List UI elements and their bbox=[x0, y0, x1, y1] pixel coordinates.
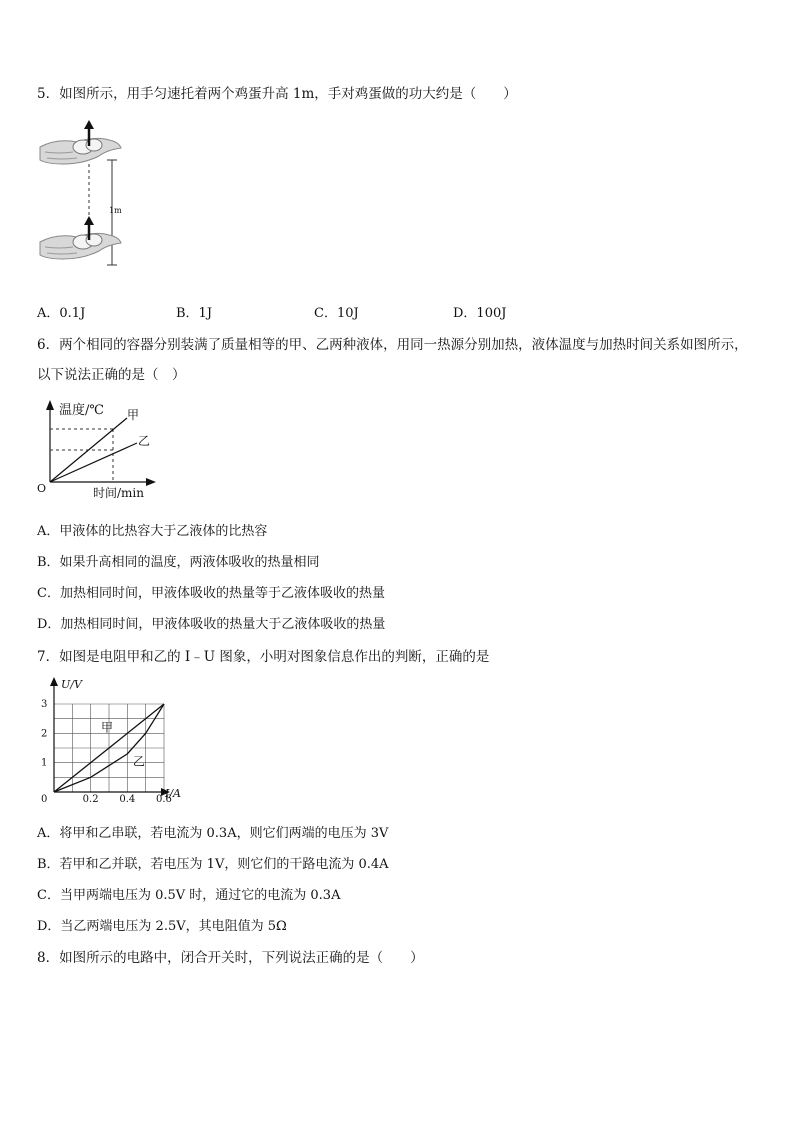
y-tick-label: 2 bbox=[41, 728, 48, 740]
series-label-yi: 乙 bbox=[132, 754, 145, 769]
q6-option-d[interactable]: D．加热相同时间，甲液体吸收的热量大于乙液体吸收的热量 bbox=[37, 617, 386, 632]
question-6-stem-line1: 6．两个相同的容器分别装满了质量相等的甲、乙两种液体，用同一热源分别加热，液体温度与加热时间关系如图所示， bbox=[37, 337, 748, 353]
iu-x-label: I/A bbox=[165, 787, 181, 800]
iu-y-label: U/V bbox=[61, 678, 82, 691]
y-axis-label: 温度/℃ bbox=[59, 403, 104, 418]
q7-option-c[interactable]: C．当甲两端电压为 0.5V 时，通过它的电流为 0.3A bbox=[37, 888, 341, 903]
q7-option-b[interactable]: B．若甲和乙并联，若电压为 1V，则它们的干路电流为 0.4A bbox=[37, 857, 389, 872]
hand-eggs-figure bbox=[37, 120, 132, 275]
lower-hand-icon bbox=[40, 233, 121, 259]
x-tick-label: 0.6 bbox=[156, 794, 172, 805]
q5-option-b[interactable]: B．1J bbox=[176, 306, 213, 321]
origin-label: O bbox=[37, 482, 47, 495]
q6-option-b[interactable]: B．如果升高相同的温度，两液体吸收的热量相同 bbox=[37, 555, 320, 570]
q5-option-a[interactable]: A．0.1J bbox=[37, 306, 86, 321]
question-8-stem: 8．如图所示的电路中，闭合开关时，下列说法正确的是（ ） bbox=[37, 950, 424, 966]
line-yi-label: 乙 bbox=[138, 434, 151, 448]
question-6-stem-line2: 以下说法正确的是（ ） bbox=[37, 367, 186, 383]
question-7-stem: 7．如图是电阻甲和乙的 I﹣U 图象，小明对图象信息作出的判断，正确的是 bbox=[37, 649, 490, 665]
line-jia bbox=[50, 418, 127, 482]
question-5-stem: 5．如图所示，用手匀速托着两个鸡蛋升高 1m，手对鸡蛋做的功大约是（ ） bbox=[37, 86, 517, 102]
line-jia-label: 甲 bbox=[127, 408, 140, 422]
q5-option-d[interactable]: D．100J bbox=[453, 306, 507, 321]
y-tick-label: 1 bbox=[41, 757, 48, 769]
x-tick-label: 0.2 bbox=[82, 794, 99, 805]
x-axis-label: 时间/min bbox=[93, 486, 144, 500]
q6-option-a[interactable]: A．甲液体的比热容大于乙液体的比热容 bbox=[37, 524, 268, 539]
series-label-jia: 甲 bbox=[101, 720, 114, 735]
q5-option-c[interactable]: C．10J bbox=[314, 306, 359, 321]
q7-option-a[interactable]: A．将甲和乙串联，若电流为 0.3A，则它们两端的电压为 3V bbox=[37, 826, 389, 841]
iu-chart bbox=[37, 676, 187, 806]
line-yi bbox=[50, 443, 137, 482]
temperature-time-graph bbox=[37, 398, 162, 500]
distance-label: 1m bbox=[109, 206, 122, 215]
y-tick-label: 3 bbox=[41, 699, 48, 710]
q7-option-d[interactable]: D．当乙两端电压为 2.5V，其电阻值为 5Ω bbox=[37, 919, 287, 934]
iu-origin-label: 0 bbox=[41, 794, 48, 805]
x-tick-label: 0.4 bbox=[119, 794, 136, 805]
q6-option-c[interactable]: C．加热相同时间，甲液体吸收的热量等于乙液体吸收的热量 bbox=[37, 586, 385, 601]
